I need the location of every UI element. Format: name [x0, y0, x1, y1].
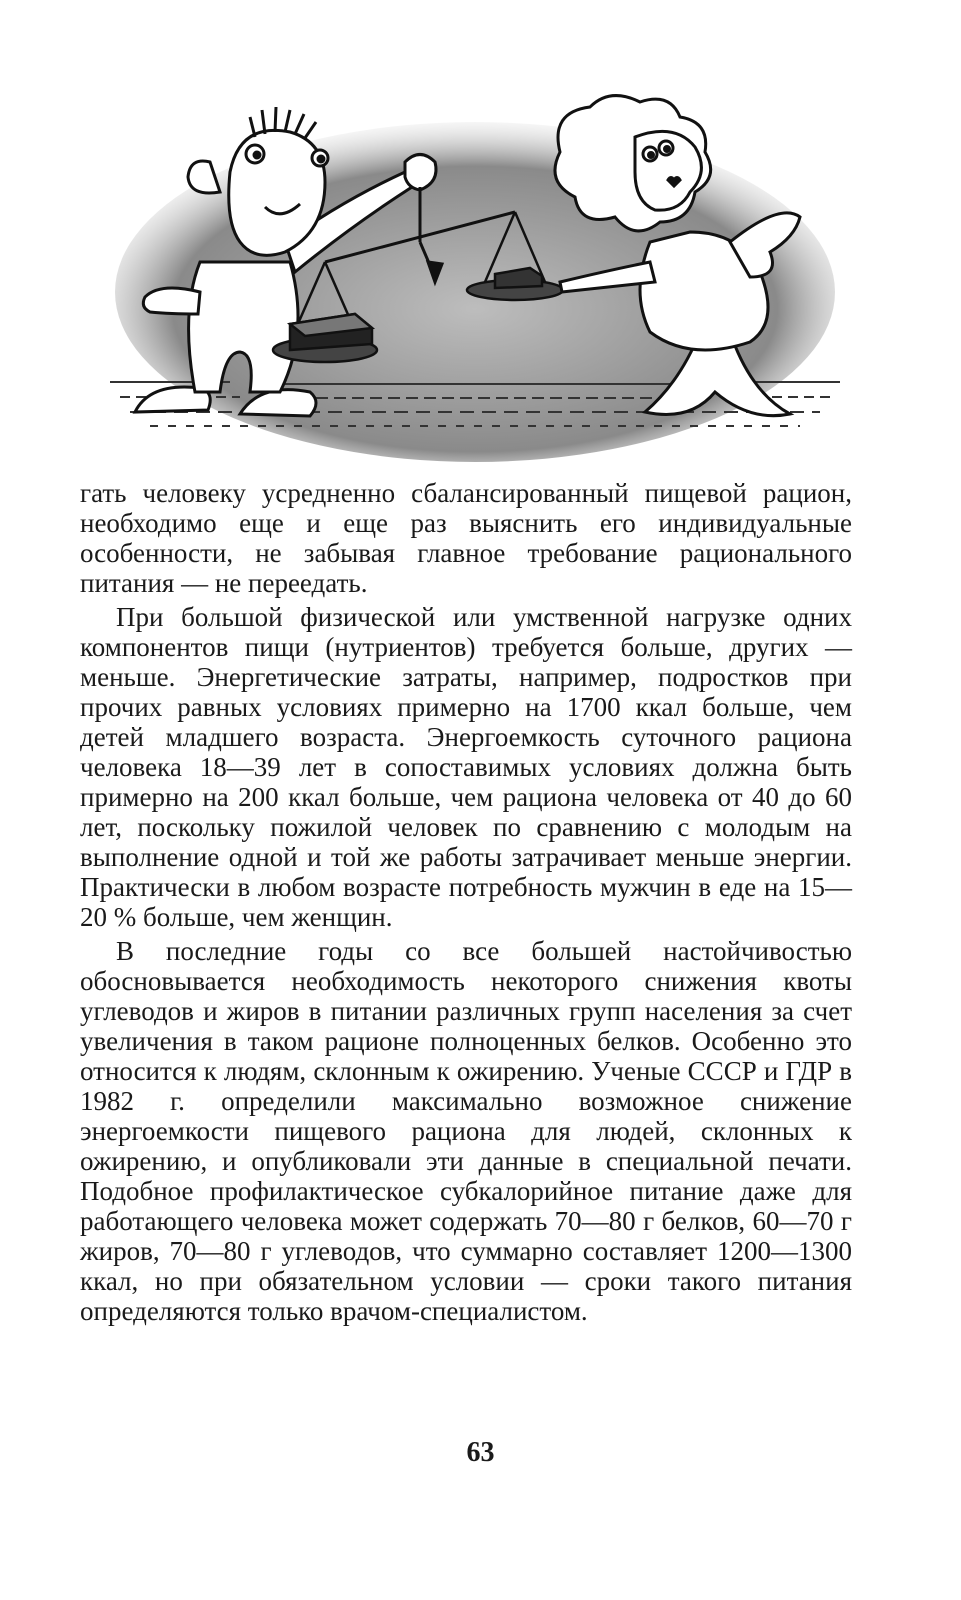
body-text	[80, 478, 852, 1326]
cartoon-scales-drawing	[90, 92, 860, 464]
page-number: 63	[466, 1437, 495, 1468]
cartoon-illustration	[90, 92, 860, 464]
paragraph-2: При большой физической или умственной нагрузке одних компонентов пищи (нутриентов) требуется больше, других — меньше. Энергетические затраты, например, подростков при прочих равных условиях примерно на 1700 ккал больше, чем детей младшего возраста. Энергоемкость суточного рациона человека 18—39 лет в сопоставимых условиях должна быть примерно на 200 ккал больше, чем рациона человека от 40 до 60 лет, поскольку пожилой человек по сравнению с молодым на выполнение одной и той же работы затрачивает меньше энергии. Практически в любом возрасте потребность мужчин в еде на 15—20 % больше, чем женщин.	[80, 602, 852, 932]
paragraph-3: В последние годы со все большей настойчивостью обосновывается необходимость некоторого снижения квоты углеводов и жиров в питании различных групп населения за счет увеличения в таком рационе полноценных белков. Особенно это относится к людям, склонным к ожирению. Ученые СССР и ГДР в 1982 г. определили максимально возможное снижение энергоемкости пищевого рациона для людей, склонных к ожирению, и опубликовали эти данные в специальной печати. Подобное профилактическое субкалорийное питание даже для работающего человека может содержать 70—80 г белков, 60—70 г жиров, 70—80 г углеводов, что суммарно составляет 1200—1300 ккал, но при обязательном условии — сроки такого питания определяются только врачом-специалистом.	[80, 936, 852, 1326]
paragraph-1: гать человеку усредненно сбалансированный пищевой рацион, необходимо еще и еще раз выяснить его индивидуальные особенности, не забывая главное требование рационального питания — не переедать.	[80, 478, 852, 598]
